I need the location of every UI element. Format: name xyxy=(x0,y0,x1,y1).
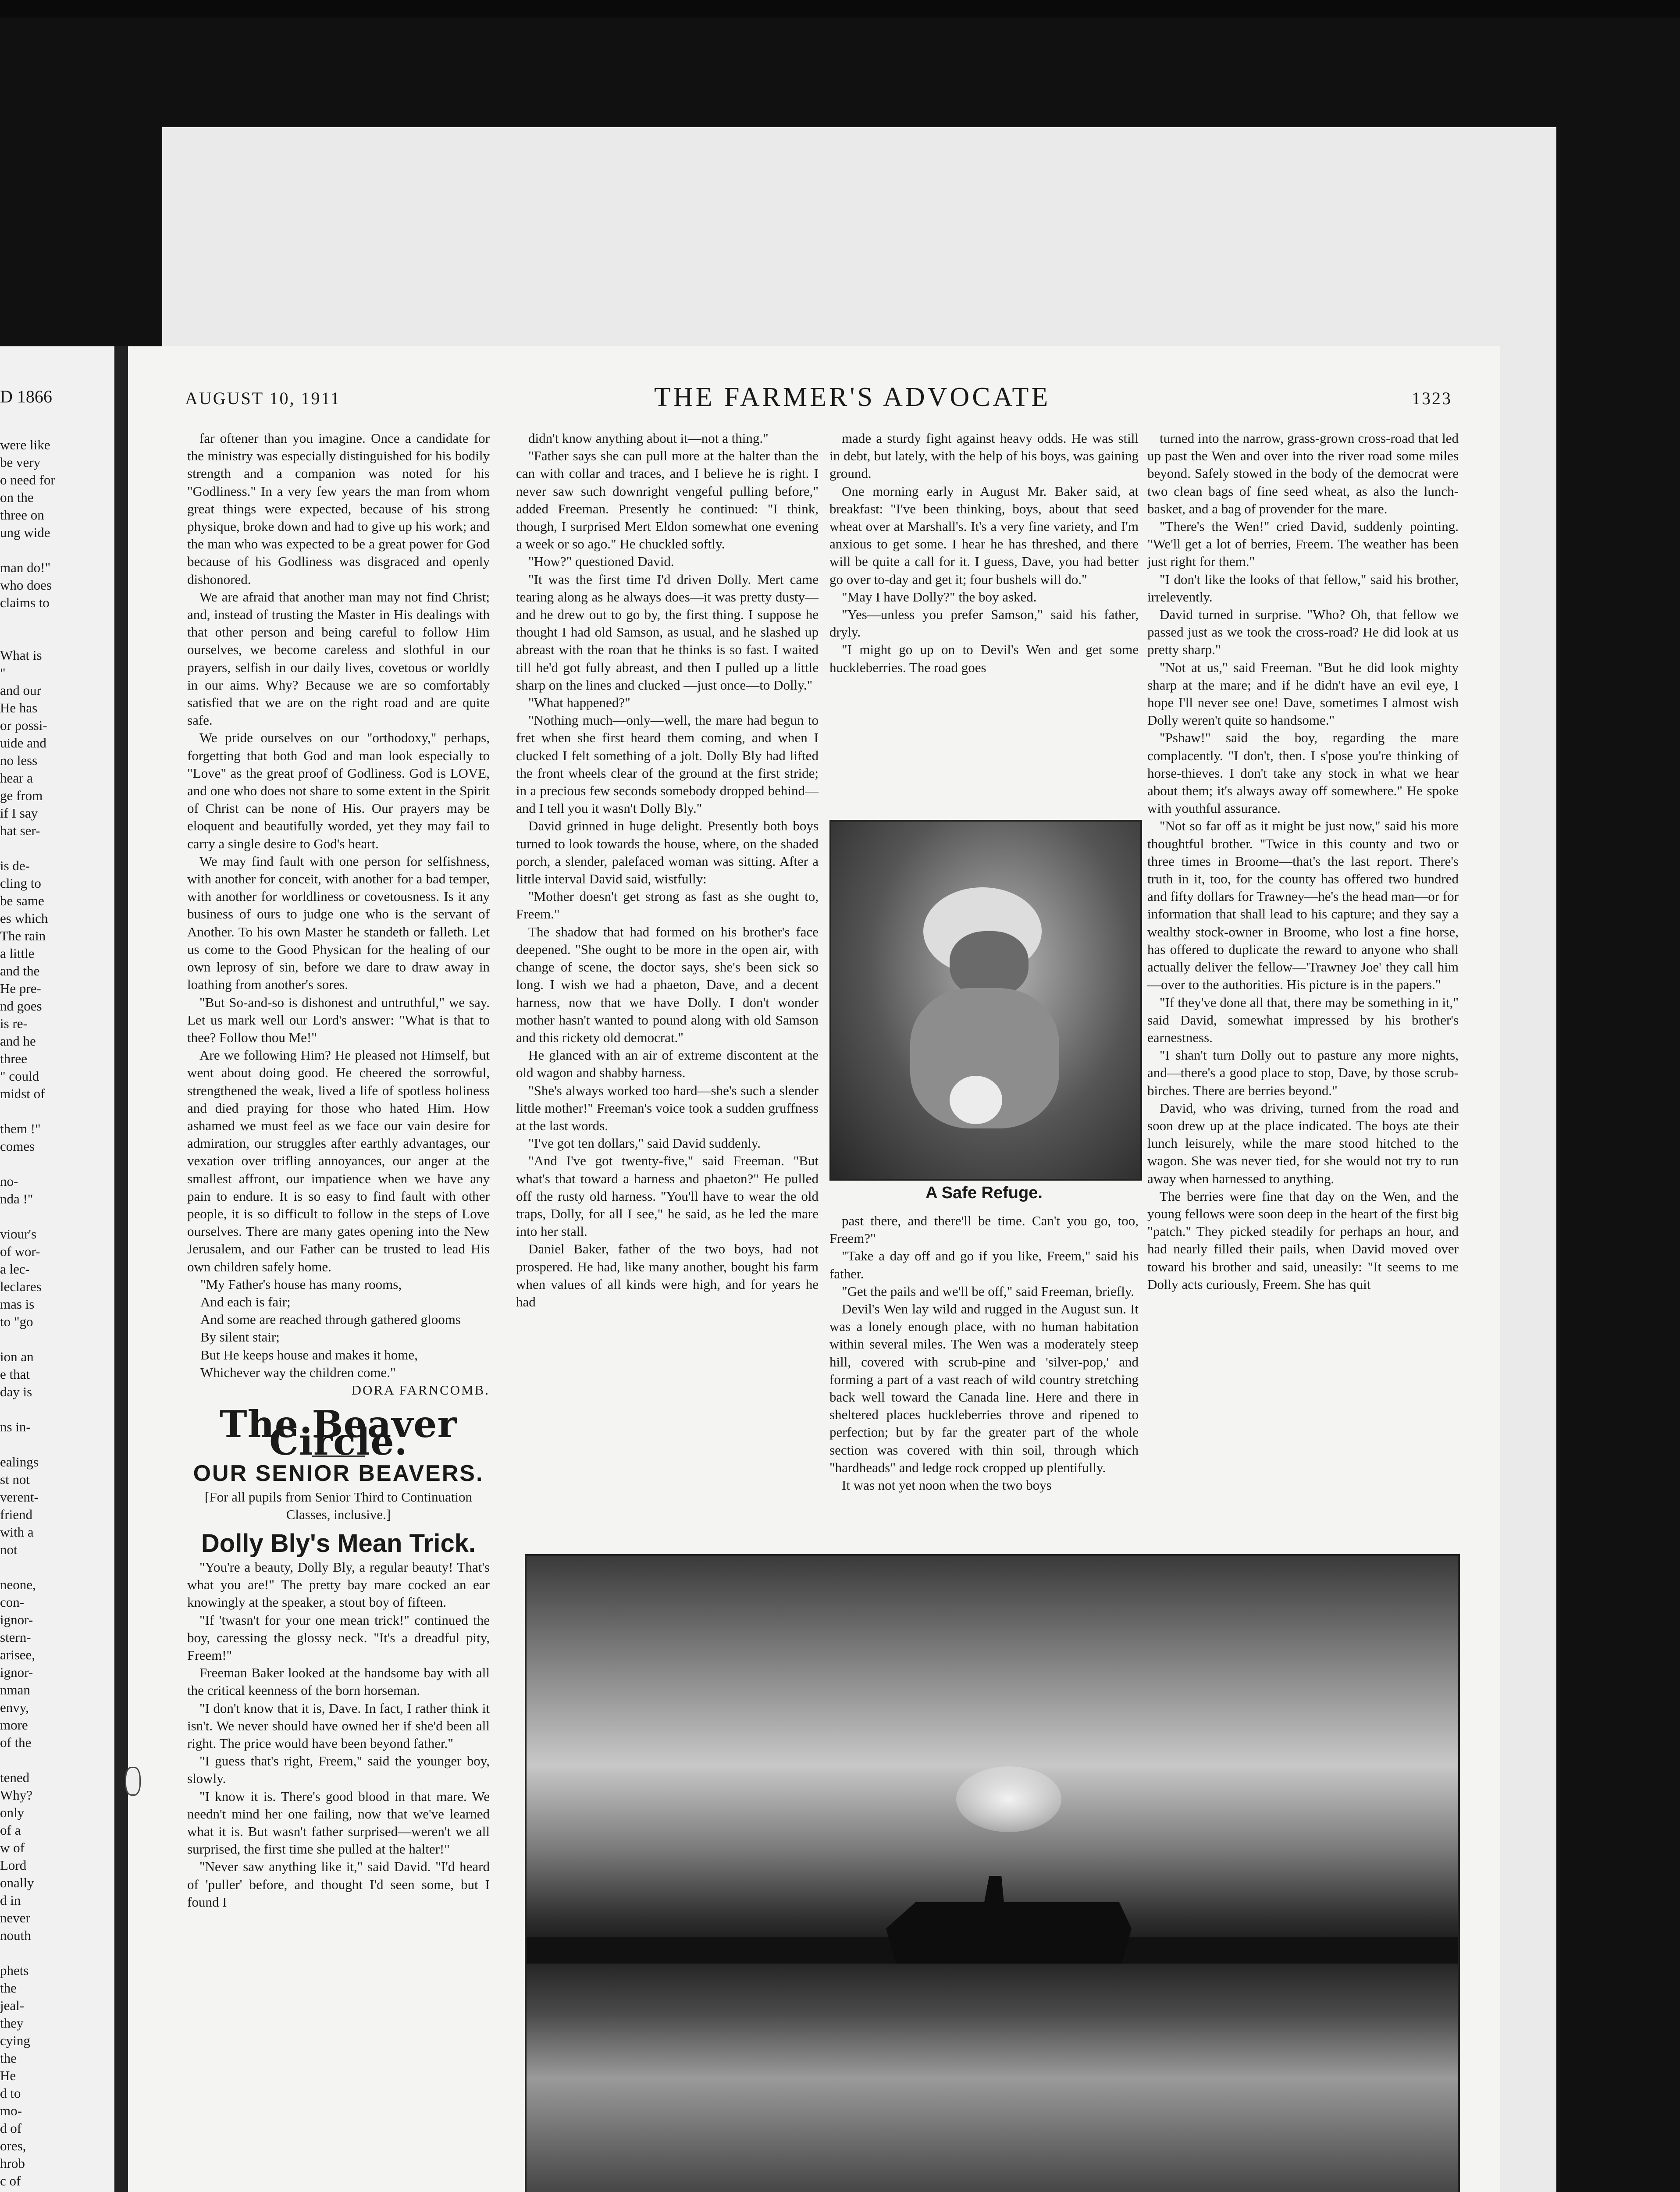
strip-line: jeal- xyxy=(0,1998,25,2013)
strip-line xyxy=(0,1401,114,1418)
paragraph: David grinned in huge delight. Presently both boys turned to look towards the house, where, on the shaded porch, a slender, palefaced woman was sitting. After a little interval David said, wistfully: xyxy=(516,818,819,887)
strip-line: day is xyxy=(0,1384,32,1399)
strip-line xyxy=(0,2190,114,2192)
column-3-continued xyxy=(829,1212,1139,1494)
paragraph: Whichever way the children come." xyxy=(200,1364,396,1380)
photo-steamboat xyxy=(886,1876,1132,1964)
strip-line: ge from xyxy=(0,788,43,803)
strip-line: hrob xyxy=(0,2156,25,2171)
strip-line: cying xyxy=(0,2033,30,2048)
strip-line: them !" xyxy=(0,1121,41,1136)
strip-line: ung wide xyxy=(0,525,50,540)
strip-line: never xyxy=(0,1910,30,1925)
strip-line: st not xyxy=(0,1472,30,1487)
strip-line xyxy=(0,840,114,857)
photo-kitten xyxy=(950,1076,1002,1124)
paragraph: "If they've done all that, there may be something in it," said David, somewhat impressed by his brother's earnestness. xyxy=(1147,994,1459,1045)
strip-line: verent- xyxy=(0,1489,39,1505)
strip-line: only xyxy=(0,1805,25,1820)
paragraph: He glanced with an air of extreme discontent at the old wagon and shabby harness. xyxy=(516,1047,819,1081)
strip-line: be same xyxy=(0,893,44,908)
strip-line: w of xyxy=(0,1840,25,1855)
paragraph: "Get the pails and we'll be off," said Freeman, briefly. xyxy=(842,1283,1135,1299)
paragraph: Devil's Wen lay wild and rugged in the August sun. It was a lonely enough place, with no human habitation within several miles. The Wen was a moderately steep hill, covered with scrub-pine and 'silver-pop,' and forming a part of a vast reach of wild country stretching back well toward the Canada line. Here and there in sheltered places huckleberries throve and ripened to perfection; but by far the greater part of the whole section was covered with thin soil, through which "hardheads" and ledge rock cropped up plentifully. xyxy=(829,1301,1139,1475)
strip-line: midst of xyxy=(0,1086,45,1101)
strip-line: d to xyxy=(0,2085,21,2101)
strip-line: o need for xyxy=(0,472,55,488)
strip-line: were like xyxy=(0,437,50,452)
strip-line xyxy=(0,1208,114,1225)
strip-line: phets xyxy=(0,1963,29,1978)
strip-line: envy, xyxy=(0,1700,29,1715)
paragraph: "She's always worked too hard—she's such a slender little mother!" Freeman's voice took a sudden gruffness at the last words. xyxy=(516,1082,819,1133)
strip-line: nd goes xyxy=(0,998,42,1014)
strip-line: man do!" xyxy=(0,560,51,575)
strip-line: ns in- xyxy=(0,1419,31,1434)
paragraph: "May I have Dolly?" the boy asked. xyxy=(842,589,1037,605)
strip-line: they xyxy=(0,2015,24,2031)
strip-line: who does xyxy=(0,577,52,593)
strip-line: on the xyxy=(0,490,34,505)
strip-line: ignor- xyxy=(0,1665,33,1680)
paragraph: "I might go up on to Devil's Wen and get some huckleberries. The road goes xyxy=(829,642,1139,675)
masthead-title: THE FARMER'S ADVOCATE xyxy=(654,382,1051,412)
subsection-note: [For all pupils from Senior Third to Continuation Classes, inclusive.] xyxy=(205,1489,472,1522)
strip-line: more xyxy=(0,1717,28,1733)
strip-line: onally xyxy=(0,1875,34,1890)
strip-line: ion an xyxy=(0,1349,34,1364)
strip-line xyxy=(0,1331,114,1348)
strip-line: a little xyxy=(0,946,35,961)
issue-date: AUGUST 10, 1911 xyxy=(185,388,341,408)
paragraph: "It was the first time I'd driven Dolly. Mert came tearing along as he always does—it was pretty dusty—and he drew out to go by, the first thing. I suppose he thought I had old Samson, as usual, and he slashed up abreast with the roan that he thinks is so fast. I waited till he'd got fully abreast, and then I pulled up a little sharp on the lines and clucked —just once—to Dolly." xyxy=(516,571,819,693)
strip-line: nouth xyxy=(0,1928,31,1943)
strip-line: He xyxy=(0,2068,16,2083)
paragraph: We are afraid that another man may not find Christ; and, instead of trusting the Master in His dealings with that other person and being careful to follow Him ourselves, we become careless and slothful in our prayers, selfish in our daily lives, covetous or worldly in our aims. Why? Because we are so comfortably satisfied that we are on the right road and are quite safe. xyxy=(187,589,490,728)
strip-line: ealings xyxy=(0,1454,39,1470)
paragraph: "I know it is. There's good blood in that mare. We needn't mind her one failing, now that we've learned what it is. But wasn't father surprised—weren't we all surprised, the first time she pulled at the halter!" xyxy=(187,1788,490,1857)
strip-line: of the xyxy=(0,1735,32,1750)
strip-line: and the xyxy=(0,963,40,979)
paragraph: By silent stair; xyxy=(200,1329,280,1345)
strip-line: nman xyxy=(0,1682,30,1697)
strip-line: con- xyxy=(0,1594,25,1610)
paragraph: "What happened?" xyxy=(528,695,630,711)
strip-line xyxy=(0,1944,114,1962)
strip-line: leclares xyxy=(0,1279,42,1294)
strip-line: Lord xyxy=(0,1858,27,1873)
strip-line: arisee, xyxy=(0,1647,36,1662)
strip-line: d of xyxy=(0,2121,22,2136)
paragraph: "I don't know that it is, Dave. In fact, I rather think it isn't. We never should have owned her if she'd been all right. The price would have been beyond father." xyxy=(187,1700,490,1751)
paragraph: And some are reached through gathered glooms xyxy=(200,1312,461,1327)
paragraph: "Yes—unless you prefer Samson," said his father, dryly. xyxy=(829,607,1139,640)
strip-line: He pre- xyxy=(0,981,41,996)
photo-st-clair-river xyxy=(525,1554,1460,2192)
paragraph: "I've got ten dollars," said David suddenly. xyxy=(528,1135,761,1151)
paragraph: Are we following Him? He pleased not Himself, but went about doing good. He cheered the sorrowful, strengthened the weak, lived a life of spotless holiness and died praying for those who hated Him. How ashamed we must feel as we face our vain desire for admiration, our struggles after earthly advantages, our vexation over trifling annoyances, our anger at the smallest affront, our impatience when we have any pain to endure. It is so easy to find fault with other people, it is so difficult to follow in the steps of Love ourselves. There are many gates opening into the New Jerusalem, and our Father can be trusted to lead His own children safely home. xyxy=(187,1047,490,1274)
paragraph: But He keeps house and makes it home, xyxy=(200,1347,418,1363)
paragraph: David, who was driving, turned from the road and soon drew up at the place indicated. The boys ate their lunch leisurely, while the mare stood hitched to the wagon. She was never tied, for she would not try to run away when harnessed to anything. xyxy=(1147,1100,1459,1186)
paragraph: "How?" questioned David. xyxy=(528,554,674,569)
strip-line: stern- xyxy=(0,1630,31,1645)
strip-line xyxy=(0,1155,114,1173)
photo-light-glow xyxy=(956,1766,1061,1832)
strip-line: with a xyxy=(0,1524,34,1540)
strip-line: tened xyxy=(0,1770,30,1785)
page-header xyxy=(185,382,1452,419)
paragraph: "Never saw anything like it," said David. "I'd heard of 'puller' before, and thought I'd seen some, but I found I xyxy=(187,1859,490,1910)
strip-line: uide and xyxy=(0,735,46,751)
photo-caption: A Safe Refuge. xyxy=(925,1184,1043,1202)
paragraph: "Father says she can pull more at the halter than the can with collar and traces, and I believe he is right. I never saw such downright vengeful pulling before," added Freeman. Presently he continued: "I think, though, I surprised Mert Eldon somewhat one evening a week or so ago." He chuckled softly. xyxy=(516,448,819,552)
film-edge-top xyxy=(0,0,1680,18)
strip-line: D 1866 xyxy=(0,387,52,406)
strip-line: a lec- xyxy=(0,1261,30,1277)
strip-line: The rain xyxy=(0,928,46,943)
strip-line: and he xyxy=(0,1033,36,1049)
strip-line: be very xyxy=(0,455,41,470)
strip-line: is re- xyxy=(0,1016,28,1031)
poem xyxy=(187,1276,490,1381)
strip-line: hat ser- xyxy=(0,823,40,838)
strip-line: or possi- xyxy=(0,718,47,733)
column-4 xyxy=(1147,430,1459,1293)
paragraph: We may find fault with one person for selfishness, with another for conceit, with another for a bad temper, with another for worldliness or covetousness. Is it any business of ours to judge one who is the servant of Another. To his own Master he standeth or falleth. Let us come to the Good Physican for the healing of our own leprosy of sin, before we dare to draw away in loathing from another's sores. xyxy=(187,853,490,993)
strip-line: the xyxy=(0,2050,17,2066)
strip-line: of a xyxy=(0,1822,21,1838)
newspaper-page xyxy=(128,346,1500,2192)
subsection-title: OUR SENIOR BEAVERS. xyxy=(193,1460,484,1486)
strip-line: three xyxy=(0,1051,27,1066)
strip-line: friend xyxy=(0,1507,33,1522)
paragraph: And each is fair; xyxy=(200,1294,291,1310)
strip-line: mas is xyxy=(0,1296,35,1312)
strip-line: es which xyxy=(0,911,48,926)
binding-ring xyxy=(125,1767,141,1796)
strip-line: cling to xyxy=(0,875,41,891)
paragraph: "But So-and-so is dishonest and untruthful," we say. Let us mark well our Lord's answer: "What is that to thee? Follow thou Me!" xyxy=(187,994,490,1045)
paragraph: The berries were fine that day on the Wen, and the young fellows were soon deep in the heart of the first big "patch." They picked steadily for perhaps an hour, and had nearly filled their pails, when David moved over toward his brother and said, uneasily: "It seems to me Dolly acts curiously, Freem. She has quit xyxy=(1147,1188,1459,1292)
paragraph: Freeman Baker looked at the handsome bay with all the critical keenness of the born horseman. xyxy=(187,1665,490,1698)
paragraph: "There's the Wen!" cried David, suddenly pointing. "We'll get a lot of berries, Freem. The weather has been just right for them." xyxy=(1147,519,1459,569)
section-title: The Beaver Circle. xyxy=(220,1402,457,1464)
strip-line: ores, xyxy=(0,2138,26,2153)
strip-line: the xyxy=(0,1980,17,1996)
strip-line: of wor- xyxy=(0,1244,40,1259)
strip-line: viour's xyxy=(0,1226,37,1242)
strip-line: comes xyxy=(0,1139,35,1154)
strip-line xyxy=(0,541,114,559)
strip-line xyxy=(0,1559,114,1576)
strip-line: e that xyxy=(0,1366,30,1382)
paragraph: "And I've got twenty-five," said Freeman. "But what's that toward a harness and phaeton?" He pulled off the rusty old harness. "You'll have to wear the old traps, Dolly, for all I see," he said, as he led the mare into her stall. xyxy=(516,1153,819,1239)
strip-line: not xyxy=(0,1542,18,1557)
strip-line xyxy=(0,1103,114,1120)
strip-line xyxy=(0,1751,114,1769)
paragraph: "If 'twasn't for your one mean trick!" continued the boy, caressing the glossy neck. "It's a dreadful pity, Freem!" xyxy=(187,1612,490,1663)
strip-line: claims to xyxy=(0,595,50,610)
paragraph: past there, and there'll be time. Can't you go, too, Freem?" xyxy=(829,1213,1139,1246)
paragraph: One morning early in August Mr. Baker said, at breakfast: "I've been thinking, boys, about that seed wheat over at Marshall's. It's a very fine variety, and I'm anxious to get some. I hear he has threshed, and there will be quite a call for it. I guess, Dave, you had better go over to-day and get it; four bushels will do." xyxy=(829,483,1139,587)
strip-line: ignor- xyxy=(0,1612,33,1627)
column-2 xyxy=(516,430,819,1311)
strip-line: no- xyxy=(0,1174,18,1189)
paragraph: "I shan't turn Dolly out to pasture any more nights, and—there's a good place to stop, Dave, by those scrub-birches. There are berries beyond." xyxy=(1147,1047,1459,1098)
paragraph: "Pshaw!" said the boy, regarding the mare complacently. "I don't, then. I s'pose you're thinking of horse-thieves. I don't take any stock in what we hear about them; it's always away off somewhere." He spoke with youthful assurance. xyxy=(1147,730,1459,816)
paragraph: "I don't like the looks of that fellow," said his brother, irrelevently. xyxy=(1147,571,1459,605)
strip-line xyxy=(0,612,114,629)
strip-line: is de- xyxy=(0,858,30,873)
paragraph: Daniel Baker, father of the two boys, had not prospered. He had, like many another, bought his farm when values of all kinds were high, and for years he had xyxy=(516,1241,819,1310)
strip-line: neone, xyxy=(0,1577,36,1592)
paragraph: "Mother doesn't get strong as fast as she ought to, Freem." xyxy=(516,889,819,922)
strip-line: no less xyxy=(0,753,38,768)
strip-line xyxy=(0,629,114,647)
paragraph: "Take a day off and go if you like, Freem," said his father. xyxy=(829,1248,1139,1281)
paragraph: made a sturdy fight against heavy odds. He was still in debt, but lately, with the help of his boys, was gaining ground. xyxy=(829,431,1139,481)
paragraph: David turned in surprise. "Who? Oh, that fellow we passed just as we took the cross-road? He did look at us pretty sharp." xyxy=(1147,607,1459,658)
paragraph: "Not so far off as it might be just now," said his more thoughtful brother. "Twice in this county and two or three times in Broome—that's the last report. There's truth in it, too, for the county has offered two hundred and fifty dollars for Trawney—he's the head man—or for information that shall lead to his capture; and they say a wealthy stock-owner in Broome, who lost a fine horse, has offered to duplicate the reward to anyone who shall actually deliver the fellow—'Trawney Joe' they call him—over to the authorities. His picture is in the papers." xyxy=(1147,818,1459,993)
photo-dog xyxy=(950,931,1029,997)
paragraph: "I guess that's right, Freem," said the younger boy, slowly. xyxy=(187,1753,490,1786)
strip-line: c of xyxy=(0,2173,21,2188)
strip-line: mo- xyxy=(0,2103,22,2118)
previous-page-strip xyxy=(0,346,116,2192)
photo-safe-refuge xyxy=(829,820,1142,1181)
strip-line: d in xyxy=(0,1893,21,1908)
paragraph: The shadow that had formed on his brother's face deepened. "She ought to be more in the open air, with change of scene, the doctor says, she's been sick so long. I wish we had a phaeton, Dave, and a decent harness, now that we have Dolly. I don't wonder mother hasn't wanted to pound along with old Samson and this rickety old democrat." xyxy=(516,924,819,1045)
strip-line: to "go xyxy=(0,1314,33,1329)
paragraph: didn't know anything about it—not a thing." xyxy=(528,431,769,446)
strip-line: What is xyxy=(0,648,42,663)
paragraph: "My Father's house has many rooms, xyxy=(200,1276,402,1292)
paragraph: "Nothing much—only—well, the mare had begun to fret when she first heard them coming, and when I clucked I felt something of a jolt. Dolly Bly had lifted the front wheels clear of the ground at the first stride; in a precious few seconds somebody dropped behind—and I tell you it wasn't Dolly Bly." xyxy=(516,712,819,816)
binding-gutter xyxy=(115,346,128,2192)
paragraph: far oftener than you imagine. Once a candidate for the ministry was especially distinguished for his bodily strength and a companion was noted for his "Godliness." In a very few years the man from whom great things were expected, because of his strong physique, broke down and had to give up his work; and the man who was expected to be a great power for God because of his Godliness was disgraced and openly dishonored. xyxy=(187,431,490,587)
strip-line xyxy=(0,1436,114,1453)
strip-line: hear a xyxy=(0,770,33,786)
signature: DORA FARNCOMB. xyxy=(351,1382,490,1398)
page-number: 1323 xyxy=(1412,388,1452,408)
strip-line: " could xyxy=(0,1068,39,1084)
paragraph: "You're a beauty, Dolly Bly, a regular beauty! That's what you are!" The pretty bay mare cocked an ear knowingly at the speaker, a stout boy of fifteen. xyxy=(187,1559,490,1610)
strip-line: and our xyxy=(0,683,41,698)
strip-line: Why? xyxy=(0,1787,33,1803)
strip-line: " xyxy=(0,665,6,680)
paragraph: We pride ourselves on our "orthodoxy," perhaps, forgetting that both God and man look especially to "Love" as the great proof of Godliness. God is LOVE, and one who does not share to some extent in the Spirit of Christ can be none of His. Our prayers may be eloquent and beautifully worded, yet they may fail to carry a single desire to God's heart. xyxy=(187,730,490,851)
column-3 xyxy=(829,430,1139,676)
column-1 xyxy=(187,430,490,1911)
strip-line: three on xyxy=(0,507,44,523)
story-title: Dolly Bly's Mean Trick. xyxy=(201,1529,476,1558)
paragraph: turned into the narrow, grass-grown cross-road that led up past the Wen and over into the river road some miles beyond. Safely stowed in the body of the democrat were two clean bags of fine seed wheat, as also the lunch-basket, and a bag of provender for the mare. xyxy=(1147,431,1459,516)
strip-line: if I say xyxy=(0,805,38,821)
paragraph: It was not yet noon when the two boys xyxy=(842,1477,1052,1493)
strip-line: nda !" xyxy=(0,1191,33,1206)
strip-line: He has xyxy=(0,700,38,715)
paragraph: "Not at us," said Freeman. "But he did look mighty sharp at the mare; and if he didn't have an evil eye, I hope I'll never see one! Dave, sometimes I almost wish Dolly weren't quite so handsome." xyxy=(1147,659,1459,728)
